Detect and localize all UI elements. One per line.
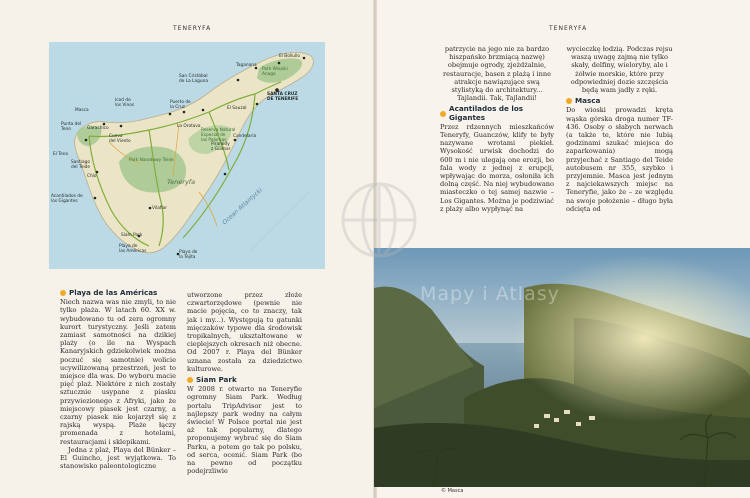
bullet-icon: [566, 98, 572, 104]
running-head-right: TENERYFA: [549, 25, 588, 32]
map-label-island: Teneryfa: [167, 178, 196, 186]
right-column-2: [566, 45, 673, 213]
map-label-playa-americas: Playa de las Américas: [119, 244, 147, 254]
section-title-siam-park: Siam Park: [187, 376, 302, 384]
map-label-teno: El Teno: [53, 152, 69, 157]
section-title-masca: Masca: [566, 97, 673, 105]
paragraph: Przez rdzennych mieszkańców Teneryfy, Guanczów, klify te były nazywane wrotami piekieł. Wysokość urwisk dochodzi do 600 m i nie ulegają one erozji, bo fala wody z jednej z erupcji, wpływając do morza, osłoniła ich dolną część. Na niej wybudowano miasteczko o tej samej nazwie – Los Gigantes. Można je podziwiać z plaży albo wypłynąć na: [440, 122, 554, 213]
map-label-los-gigantes: Acantilados de los Gigantes: [51, 194, 83, 204]
globe-watermark-icon: [339, 180, 419, 260]
paragraph: Do wioski prowadzi kręta wąska górska droga numer TF-436. Osoby o słabych nerwach (a także te, które nie lubią godzinami szukać miejsca do zaparkowania) mogą przyjechać z Santiago del Teide autobusem nr 355, szybko i przyjemnie. Masca jest jednym z najciekawszych miejsc na Teneryfie, jako że – ze względu na swoje położenie – długo była odcięta od: [566, 106, 673, 213]
map-label-el-sauzal: El Sauzal: [227, 106, 247, 111]
paragraph: wycieczkę łodzią. Podczas rejsu waszą uwagę zajmą nie tylko skały, delfiny, wieloryby, ale i żółwie morskie, które przy odpowiedniej dozie szczęścia będą wam jadły z ręki.: [566, 45, 673, 95]
map-label-piramidy: Piramidy z Güímar: [211, 142, 231, 152]
section-title-los-gigantes: Acantilados de los Gigantes: [440, 105, 554, 121]
map-label-playa-tejita: Playa de la Tejita: [179, 250, 198, 260]
paragraph: patrzycie na jego nie za bardzo hiszpańsko brzmiącą nazwę) obejmuje ogrody, zjeżdżalnie, restauracje, basen z plażą i inne atrakcje nawiązujące swą stylistyką do architektury... Tajlandii. Tak, Tajlandii!: [442, 45, 551, 103]
map-label-anaga: Park Wiejski Anaga: [262, 67, 288, 77]
paragraph: Niech nazwa was nie zmyli, to nie tylko plaża. W latach 60. XX w. wybudowano tu od zera ogromny kurort turystyczny. Jeśli zatem zamiast samotności na dzikiej plaży (o ile na Wyspach Kanaryjskich gdziekolwiek można poczuć się samotnie) wolicie ucywilizowaną przestrzeń, jest to miejsce dla was. Do wyboru macie pięć plaż. Niektóre z nich zostały sztucznie usypane z piasku przywiezionego z Afryki, jako że miejscowy piasek jest czarny, a czarny piasek nie kojarzył się z rajską wyspą. Plaże łączy promenada z hotelami, restauracjami i sklepikami.: [60, 298, 176, 446]
left-column-1: [60, 289, 176, 470]
tenerife-map: [49, 42, 325, 269]
map-label-masca: Masca: [75, 108, 89, 113]
map-label-vilaflor: Vilaflor: [152, 206, 167, 211]
bullet-icon: [187, 377, 193, 383]
left-column-2: [187, 291, 302, 475]
map-label-puerto-de-la-cruz: Puerto de la Cruz: [170, 100, 191, 110]
map-label-la-orotava: La Orotava: [177, 124, 201, 129]
bullet-icon: [440, 111, 446, 117]
running-head-left: TENERYFA: [173, 25, 212, 32]
paragraph: Jedna z plaż, Playa del Bünker – El Guincho, jest wyjątkowa. To stanowisko paleontologiczne: [60, 445, 176, 471]
paragraph: W 2008 r. otwarto na Teneryfie ogromny Siam Park. Według portalu TripAdvisor jest to najlepszy park wodny na całym świecie! W Polsce portal nie jest aż tak popularny, dlatego proponujemy wybrać się do Siam Parku, a potem go tak po polsku, od serca, ocenić. Siam Park (bo na pewno od początku podejrzliwie: [187, 385, 302, 476]
map-label-chio: Chío: [87, 174, 97, 179]
map-label-santiago: Santiago del Teide: [71, 160, 91, 170]
map-label-corona: Reserva Natural Especial de las Palomas: [201, 128, 236, 143]
map-label-ocean: Ocean Atlantycki: [221, 186, 264, 227]
map-label-garachico: Garachico: [87, 126, 109, 131]
map-label-taganana: Taganana: [236, 63, 257, 68]
map-label-icod: Icod de los Vinos: [115, 98, 135, 108]
map-label-candelaria: Candelaria: [233, 134, 257, 139]
map-label-el-bollullo: El Bollullo: [279, 54, 300, 59]
map-label-san-cristobal: San Cristóbal de La Laguna: [179, 74, 208, 84]
compass-lines: [249, 192, 309, 252]
photo-caption: © Masca: [441, 488, 464, 494]
section-title-playa-americas: Playa de las Américas: [60, 289, 176, 297]
map-label-punta-teno: Punta del Teno: [61, 122, 82, 132]
watermark-text: Mapy i Atlasy: [420, 283, 560, 305]
paragraph: utworzone przez złoże czwartorzędowe (pewnie nie macie pojęcia, co to znaczy, tak jak i my...). Występują tu gatunki mięczaków typowe dla środowisk tropikalnych, ukształtowane w cieplejszych okresach niż obecne. Od 2007 r. Playa del Bünker uznana została za dziedzictwo kulturowe.: [187, 291, 302, 373]
bullet-icon: [60, 290, 66, 296]
map-label-teide: Park Narodowy Teide: [129, 158, 174, 163]
right-column-1: [440, 45, 554, 213]
map-label-santa-cruz: SANTA CRUZ DE TENERIFE: [267, 92, 299, 102]
map-label-siam-park: Siam Park: [121, 233, 143, 238]
map-label-cueva-del-viento: Cueva del Viento: [109, 134, 131, 144]
